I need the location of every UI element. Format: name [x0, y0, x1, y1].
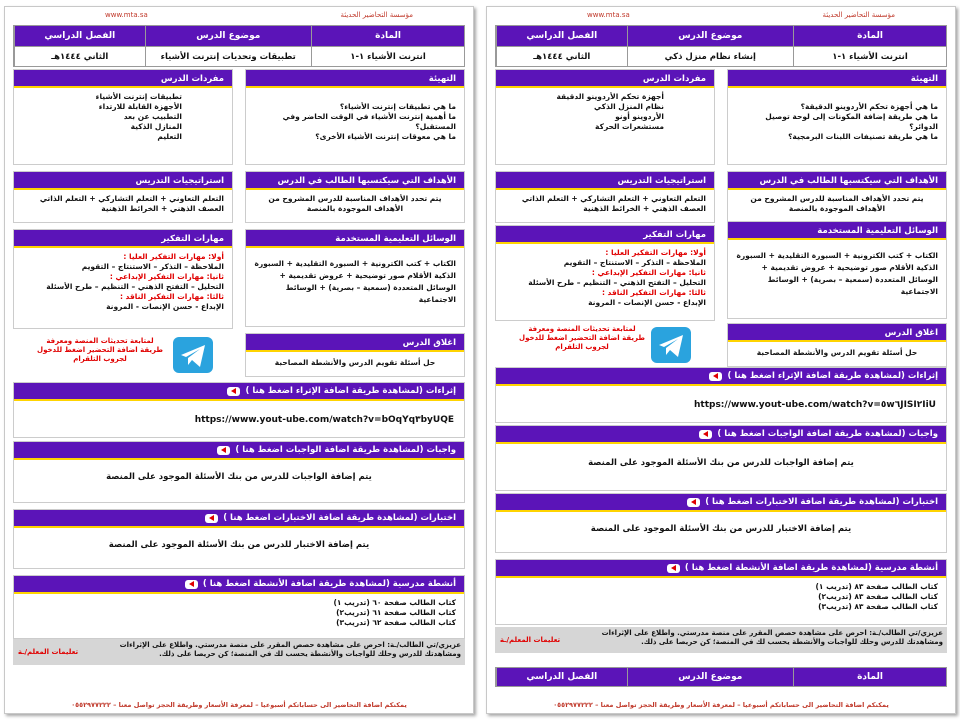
notes-text: عزيزي/تي الطالب/ـة: احرص على مشاهدة حصص المقرر على منصة مدرستي. واطلاع على الإثراءات ومشاهدتك للدرس وحلك للواجبات والأنشطة يحسب لك في المنصة؛ كن حريصا على ذلك. — [119, 641, 461, 658]
tests-title[interactable]: اختبارات (لمشاهدة طريقة اضافة الاختبارات اضغط هنا ) — [705, 497, 938, 507]
strategies-title: استراتيجيات التدريس — [14, 172, 232, 190]
telegram-text[interactable]: لمتابعة تحديثات المنصة ومعرفة طريقة اضافة التحضير اضغط للدخول لجروب التلقرام — [37, 337, 163, 363]
telegram-icon[interactable] — [651, 327, 691, 363]
intro-line: ما هي تطبيقات إنترنت الأشياء؟ — [339, 102, 456, 111]
youtube-icon[interactable] — [217, 446, 230, 455]
activity-item: كتاب الطالب صفحة ٨٣ (تدريب٢) — [818, 592, 938, 601]
goals-title: الأهداف التي سيكتسبها الطالب في الدرس — [246, 172, 464, 190]
enrichment-url[interactable]: https://www.yout-ube.com/watch?v=bOqYq٣byUQE — [194, 415, 454, 425]
youtube-icon[interactable] — [667, 564, 680, 573]
thinking-label: أولا: مهارات التفكير العليا : — [605, 248, 706, 257]
activities-title[interactable]: أنشطة مدرسية (لمشاهدة طريقة اضافة الأنشطة اضغط هنا ) — [202, 579, 456, 589]
vocab-item: المنازل الذكية — [130, 122, 182, 131]
semester-header: الفصل الدراسي — [14, 26, 145, 46]
goals-title: الأهداف التي سيكتسبها الطالب في الدرس — [728, 172, 946, 190]
site-link[interactable]: www.mta.sa — [105, 11, 148, 19]
vocab-box — [13, 69, 233, 165]
tests-text: يتم إضافة الاختبار للدرس من بنك الأسئلة الموجود على المنصة — [590, 524, 852, 534]
topic-header: موضوع الدرس — [627, 668, 794, 686]
topic-value: إنشاء نظام منزل ذكي — [627, 46, 794, 66]
site-link[interactable]: www.mta.sa — [587, 11, 630, 19]
activity-item: كتاب الطالب صفحة ٨٣ (تدريب ١) — [815, 582, 938, 591]
vocab-box — [495, 69, 715, 165]
semester-header: الفصل الدراسي — [496, 26, 627, 46]
youtube-icon[interactable] — [687, 498, 700, 507]
strategies-text: التعلم التعاوني + التعلم التشاركي + التعلم الذاتي العصف الذهني + الخرائط الذهنية — [521, 194, 706, 213]
vocab-title: مفردات الدرس — [14, 70, 232, 88]
subject-header: المادة — [793, 26, 946, 46]
strategies-title: استراتيجيات التدريس — [496, 172, 714, 190]
topic-value: تطبيقات وتحديات إنترنت الأشياء — [145, 46, 312, 66]
subject-value: انترنت الأشياء ١-١ — [311, 46, 464, 66]
thinking-label: ثالثا: مهارات التفكير الناقد : — [119, 292, 224, 301]
thinking-text: التحليل – التفتح الذهني – التنظيم – طرح الأسئلة — [46, 282, 224, 291]
homework-section — [13, 441, 465, 503]
strategies-box — [13, 171, 233, 223]
tools-text: الكتاب + كتب الكترونية + السبورة التقليدية + السبورة الذكية الأقلام صور توضيحية + عروض تقديمية + الوسائل المتعددة (سمعية – بصرية) + الوسائط الاجتماعية — [736, 251, 938, 296]
lesson-info-table — [495, 25, 947, 67]
intro-line: ما هي طريقة تصنيفات اللبنات البرمجية؟ — [788, 132, 938, 141]
activity-item: كتاب الطالب صفحة ٨٣ (تدريب٣) — [818, 602, 938, 611]
thinking-text: التحليل – التفتح الذهني – التنظيم – طرح الأسئلة — [528, 278, 706, 287]
strategies-box — [495, 171, 715, 223]
vocab-title: مفردات الدرس — [496, 70, 714, 88]
subject-header: المادة — [793, 668, 946, 686]
intro-box — [245, 69, 465, 165]
semester-header: الفصل الدراسي — [496, 668, 627, 686]
activities-title[interactable]: أنشطة مدرسية (لمشاهدة طريقة اضافة الأنشطة اضغط هنا ) — [684, 563, 938, 573]
vocab-item: التطبيب عن بعد — [123, 112, 182, 121]
thinking-label: ثالثا: مهارات التفكير الناقد : — [601, 288, 706, 297]
goals-box — [727, 171, 947, 223]
closing-text: حل أسئلة تقويم الدرس والأنشطة المصاحبة — [274, 358, 436, 367]
intro-line: ما هي معوقات إنترنت الأشياء الأخرى؟ — [315, 132, 456, 141]
intro-line: ما هي طريقة إضافة المكونات إلى لوحة توصيل الدوائر؟ — [765, 112, 938, 131]
youtube-icon[interactable] — [709, 372, 722, 381]
activities-section — [13, 575, 465, 639]
tools-box — [245, 229, 465, 327]
goals-text: يتم تحدد الأهداف المناسبة للدرس المشروح من الأهداف الموجودة بالمنصة — [750, 194, 924, 213]
youtube-icon[interactable] — [699, 430, 712, 439]
telegram-text[interactable]: لمتابعة تحديثات المنصة ومعرفة طريقة اضافة التحضير اضغط للدخول لجروب التلقرام — [519, 325, 645, 351]
goals-text: يتم تحدد الأهداف المناسبة للدرس المشروح من الأهداف الموجودة بالمنصة — [268, 194, 442, 213]
telegram-icon[interactable] — [173, 337, 213, 373]
vocab-item: نظام المنزل الذكي — [594, 102, 664, 111]
lesson-plan-page-2 — [486, 6, 956, 714]
activity-item: كتاب الطالب صفحة ٦١ (تدريب٢) — [336, 608, 456, 617]
notes-text: عزيزي/تي الطالب/ـة: احرص على مشاهدة حصص المقرر على منصة مدرستي. واطلاع على الإثراءات ومشاهدتك للدرس وحلك للواجبات والأنشطة يحسب لك في المنصة؛ كن حريصا على ذلك. — [601, 629, 943, 646]
intro-box — [727, 69, 947, 165]
goals-box — [245, 171, 465, 223]
intro-title: التهيئة — [728, 70, 946, 88]
thinking-title: مهارات التفكير — [14, 230, 232, 248]
topic-header: موضوع الدرس — [627, 26, 794, 46]
vocab-item: الأجهزة القابلة للارتداء — [98, 102, 182, 111]
enrichment-section — [495, 367, 947, 423]
enrichment-url[interactable]: https://www.yout-ube.com/watch?v=٥w٦JISI٢IiU — [694, 400, 936, 410]
thinking-label: ثانيا: مهارات التفكير الإبداعي : — [591, 268, 706, 277]
closing-box — [727, 323, 947, 367]
semester-value: الثاني ١٤٤٤هـ — [496, 46, 627, 66]
footer: يمكنكم اضافة التحاضير الى حساباتكم أسبوعيا – لمعرفة الأسعار وطريقة الحجز تواصل معنا – ٠٥٥٢٩٧٧٢٢٢ — [553, 701, 889, 709]
subject-header: المادة — [311, 26, 464, 46]
closing-title: اغلاق الدرس — [246, 334, 464, 352]
tests-section — [495, 493, 947, 553]
notes-label: تعليمات المعلم/ـة — [499, 635, 561, 644]
homework-title[interactable]: واجبات (لمشاهدة طريقة اضافة الواجبات اضغط هنا ) — [235, 445, 456, 455]
activity-item: كتاب الطالب صفحة ٦٢ (تدريب٣) — [336, 618, 456, 627]
youtube-icon[interactable] — [185, 580, 198, 589]
topic-header: موضوع الدرس — [145, 26, 312, 46]
subject-value: انترنت الأشياء ١-١ — [793, 46, 946, 66]
activities-section — [495, 559, 947, 625]
vocab-item: التعليم — [157, 132, 182, 141]
org-name: مؤسسة التحاضير الحديثة — [822, 11, 895, 19]
enrichment-title[interactable]: إثراءات (لمشاهدة طريقة اضافة الإثراء اضغط هنا ) — [245, 386, 456, 396]
vocab-item: مستشعرات الحركة — [595, 122, 664, 131]
activity-item: كتاب الطالب صفحة ٦٠ (تدريب ١) — [333, 598, 456, 607]
thinking-text: الملاحظة – التذكر – الاستنتاج – التقويم — [563, 258, 706, 267]
lesson-plan-page-1 — [4, 6, 474, 714]
thinking-label: ثانيا: مهارات التفكير الإبداعي : — [109, 272, 224, 281]
vocab-item: تطبيقات إنترنت الأشياء — [95, 92, 182, 101]
next-lesson-header — [495, 667, 947, 687]
thinking-title: مهارات التفكير — [496, 226, 714, 244]
strategies-text: التعلم التعاوني + التعلم التشاركي + التعلم الذاتي العصف الذهني + الخرائط الذهنية — [39, 194, 224, 213]
thinking-text: الملاحظة – التذكر – الاستنتاج – التقويم — [81, 262, 224, 271]
intro-line: ما أهمية إنترنت الأشياء في الوقت الحاضر وفي المستقبل؟ — [282, 112, 456, 131]
footer: يمكنكم اضافة التحاضير الى حساباتكم أسبوعيا – لمعرفة الأسعار وطريقة الحجز تواصل معنا – ٠٥٥٢٩٧٧٢٢٢ — [71, 701, 407, 709]
tools-title: الوسائل التعليمية المستخدمة — [728, 222, 946, 240]
teacher-notes — [495, 627, 947, 653]
vocab-item: أجهزة تحكم الأردوينو الدقيقة — [556, 92, 664, 101]
youtube-icon[interactable] — [205, 514, 218, 523]
tools-box — [727, 221, 947, 319]
closing-box — [245, 333, 465, 377]
thinking-text: الإبداع - حسن الإنصات - المرونة — [106, 302, 224, 311]
tools-text: الكتاب + كتب الكترونية + السبورة التقليدية + السبورة الذكية الأقلام صور توضيحية + عروض تقديمية + الوسائل المتعددة (سمعية – بصرية) + الوسائط الاجتماعية — [254, 259, 456, 304]
thinking-label: أولا: مهارات التفكير العليا : — [123, 252, 224, 261]
teacher-notes — [13, 639, 465, 665]
tests-text: يتم إضافة الاختبار للدرس من بنك الأسئلة الموجود على المنصة — [108, 540, 370, 550]
lesson-info-table — [13, 25, 465, 67]
org-name: مؤسسة التحاضير الحديثة — [340, 11, 413, 19]
tests-section — [13, 509, 465, 569]
intro-title: التهيئة — [246, 70, 464, 88]
closing-text: حل أسئلة تقويم الدرس والأنشطة المصاحبة — [756, 348, 918, 357]
semester-value: الثاني ١٤٤٤هـ — [14, 46, 145, 66]
enrichment-section — [13, 382, 465, 438]
homework-title[interactable]: واجبات (لمشاهدة طريقة اضافة الواجبات اضغط هنا ) — [717, 429, 938, 439]
tests-title[interactable]: اختبارات (لمشاهدة طريقة اضافة الاختبارات اضغط هنا ) — [223, 513, 456, 523]
homework-section — [495, 425, 947, 491]
thinking-box — [13, 229, 233, 329]
homework-text: يتم إضافة الواجبات للدرس من بنك الأسئلة الموجود على المنصة — [588, 458, 854, 468]
enrichment-title[interactable]: إثراءات (لمشاهدة طريقة اضافة الإثراء اضغط هنا ) — [727, 371, 938, 381]
thinking-text: الإبداع - حسن الإنصات - المرونة — [588, 298, 706, 307]
homework-text: يتم إضافة الواجبات للدرس من بنك الأسئلة الموجود على المنصة — [106, 472, 372, 482]
tools-title: الوسائل التعليمية المستخدمة — [246, 230, 464, 248]
vocab-item: الأردوينو أونو — [615, 112, 664, 121]
intro-line: ما هي أجهزة تحكم الأردوينو الدقيقة؟ — [800, 102, 938, 111]
notes-label: تعليمات المعلم/ـة — [17, 647, 79, 656]
closing-title: اغلاق الدرس — [728, 324, 946, 342]
youtube-icon[interactable] — [227, 387, 240, 396]
thinking-box — [495, 225, 715, 321]
